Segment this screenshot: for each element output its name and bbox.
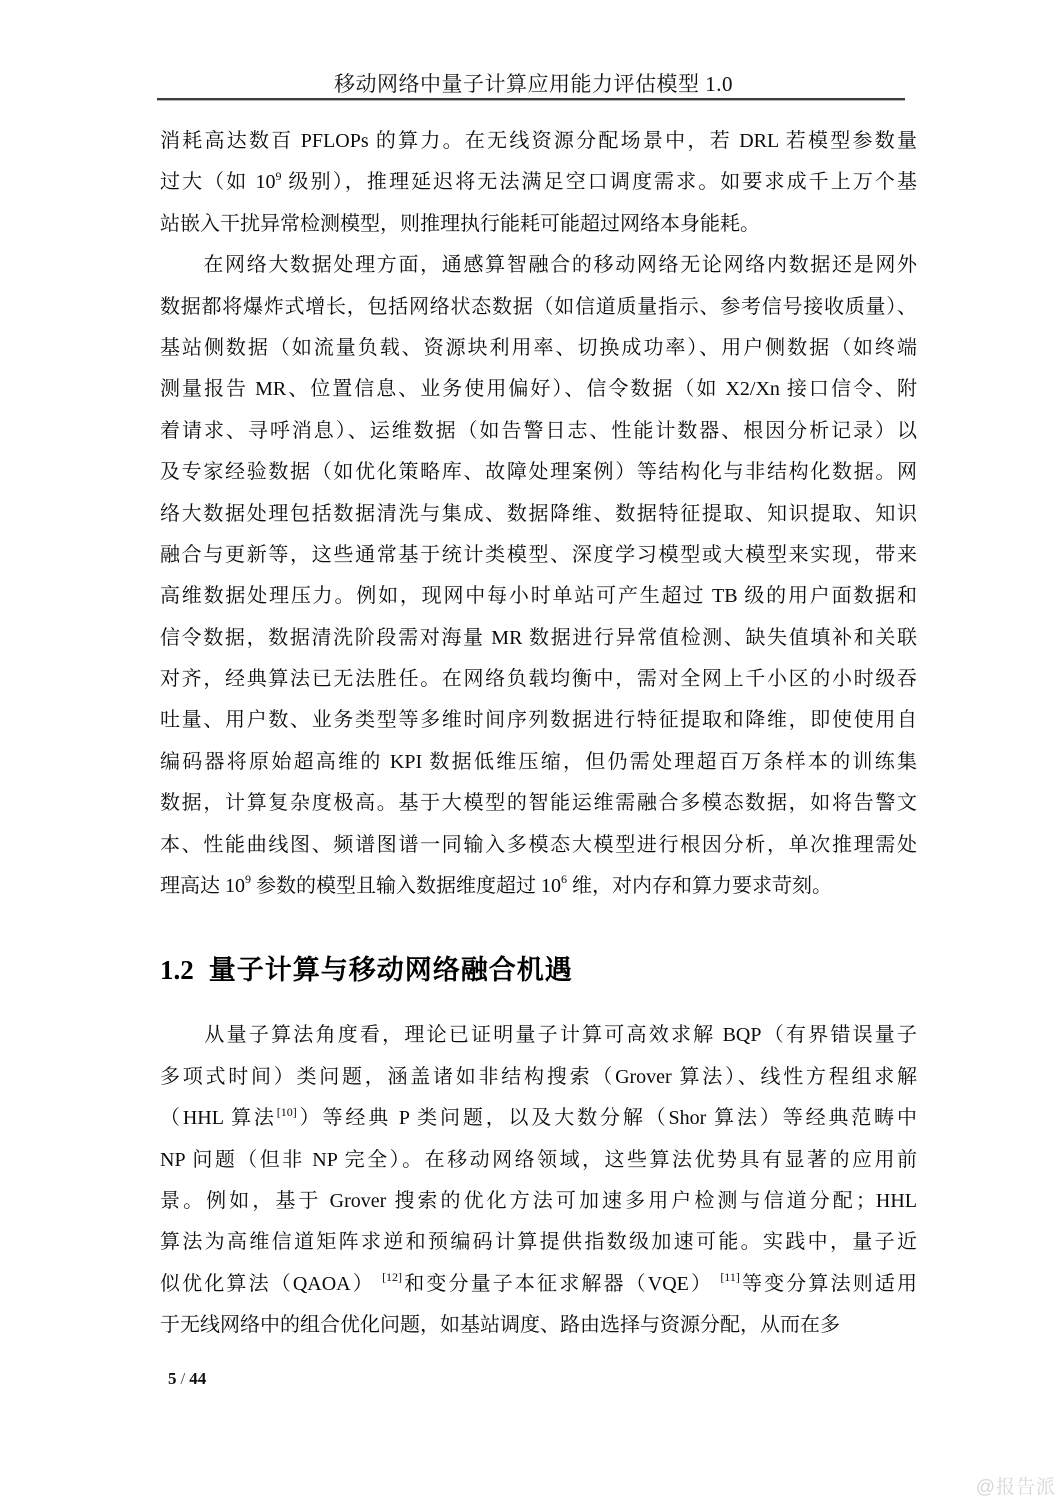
text-line: 信令数据，数据清洗阶段需对海量 MR 数据进行异常值检测、缺失值填补和关联: [160, 626, 917, 649]
text-line: 本、性能曲线图、频谱图谱一同输入多模态大模型进行根因分析，单次推理需处: [160, 833, 917, 856]
document-body: [160, 121, 917, 1347]
text-line: 站嵌入干扰异常检测模型，则推理执行能耗可能超过网络本身能耗。: [160, 212, 760, 235]
text-line: 编码器将原始超高维的 KPI 数据低维压缩，但仍需处理超百万条样本的训练集: [160, 750, 917, 773]
superscript: 9: [245, 872, 251, 887]
text-line: 高维数据处理压力。例如，现网中每小时单站可产生超过 TB 级的用户面数据和: [160, 585, 917, 608]
superscript: 9: [275, 168, 282, 183]
superscript: [10]: [276, 1104, 297, 1119]
text-line: 过大（如 $10^9$ 级别），推理延迟将无法满足空口调度需求。如要求成千上万个基: [160, 168, 917, 194]
text-line: 着请求、寻呼消息）、运维数据（如告警日志、性能计数器、根因分析记录）以: [160, 419, 917, 442]
text-line: 理高达 $10^9$ 参数的模型且输入数据维度超过 $10^6$ 维，对内存和算力要求苛刻。: [160, 872, 832, 898]
superscript: [11]: [720, 1270, 740, 1285]
page-number-current: 5: [168, 1369, 177, 1388]
text-line: 从量子算法角度看，理论已证明量子计算可高效求解 BQP（有界错误量子: [160, 1024, 917, 1047]
page-footer: [168, 1369, 206, 1389]
text-line: 景。例如，基于 Grover 搜索的优化方法可加速多用户检测与信道分配；HHL: [160, 1189, 917, 1212]
text-line: 消耗高达数百 PFLOPs 的算力。在无线资源分配场景中，若 DRL 若模型参数量: [160, 130, 917, 152]
paragraph-1: [160, 121, 917, 245]
section-title: 量子计算与移动网络融合机遇: [208, 955, 573, 986]
header-divider: [157, 98, 905, 101]
text-line: 似优化算法（QAOA） [12]和变分量子本征求解器（VQE） [11]等变分算法则适用: [160, 1270, 917, 1295]
text-line: 算法为高维信道矩阵求逆和预编码计算提供指数级加速可能。实践中，量子近: [160, 1231, 917, 1254]
text-line: 数据，计算复杂度极高。基于大模型的智能运维需融合多模态数据，如将告警文: [160, 792, 917, 815]
text-line: 融合与更新等，这些通常基于统计类模型、深度学习模型或大模型来实现，带来: [160, 543, 917, 566]
section-number: 1.2: [160, 955, 194, 986]
text-line: 于无线网络中的组合优化问题，如基站调度、路由选择与资源分配，从而在多: [160, 1314, 840, 1337]
watermark: @报告派: [975, 1477, 1056, 1498]
page-number-separator: /: [180, 1369, 186, 1388]
paragraph-2: [160, 245, 917, 907]
page-number-total: 44: [189, 1369, 207, 1388]
superscript: [12]: [382, 1270, 403, 1285]
superscript: 6: [561, 872, 567, 887]
text-line: （HHL 算法[10]）等经典 P 类问题，以及大数分解（Shor 算法）等经典范畴中: [160, 1104, 917, 1130]
page-header-title: 移动网络中量子计算应用能力评估模型 1.0: [334, 72, 733, 96]
text-line: 测量报告 MR、位置信息、业务使用偏好）、信令数据（如 X2/Xn 接口信令、附: [160, 378, 917, 401]
paragraph-4: [160, 1015, 917, 1346]
text-line: 多项式时间）类问题，涵盖诸如非结构搜索（Grover 算法）、线性方程组求解: [160, 1065, 917, 1088]
text-line: 及专家经验数据（如优化策略库、故障处理案例）等结构化与非结构化数据。网: [160, 461, 917, 484]
text-line: 在网络大数据处理方面，通感算智融合的移动网络无论网络内数据还是网外: [160, 254, 917, 277]
text-line: 基站侧数据（如流量负载、资源块利用率、切换成功率）、用户侧数据（如终端: [160, 336, 917, 359]
section-heading: [160, 947, 917, 993]
text-line: NP 问题（但非 NP 完全）。在移动网络领域，这些算法优势具有显著的应用前: [160, 1148, 917, 1171]
text-line: 对齐，经典算法已无法胜任。在网络负载均衡中，需对全网上千小区的小时级吞: [160, 668, 917, 691]
text-line: 数据都将爆炸式增长，包括网络状态数据（如信道质量指示、参考信号接收质量）、: [160, 295, 917, 318]
text-line: 吐量、用户数、业务类型等多维时间序列数据进行特征提取和降维，即使使用自: [160, 709, 917, 732]
text-line: 络大数据处理包括数据清洗与集成、数据降维、数据特征提取、知识提取、知识: [160, 502, 917, 525]
